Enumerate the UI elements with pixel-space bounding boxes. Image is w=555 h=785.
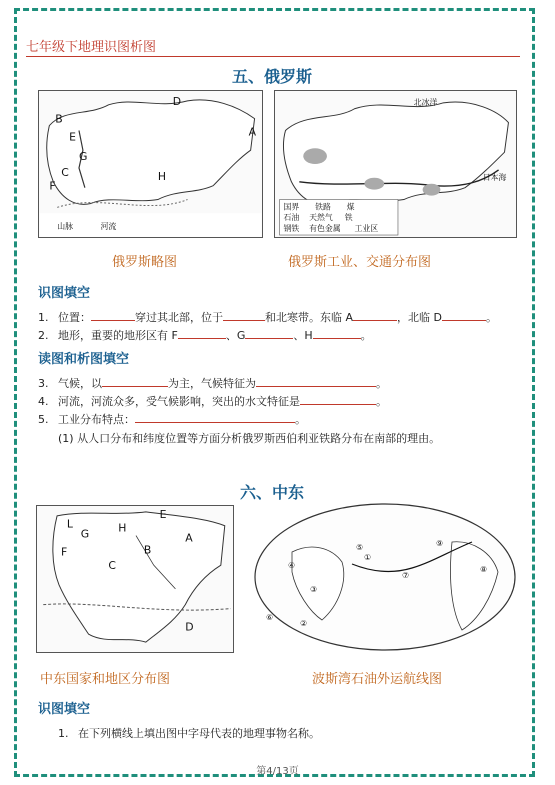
answer-blank[interactable]: [300, 394, 376, 405]
legend-railway: 铁路: [315, 202, 331, 212]
legend-industrial-zone: 工业区: [354, 224, 379, 234]
russia-industry-caption: 俄罗斯工业、交通分布图: [288, 255, 432, 270]
answer-blank[interactable]: [353, 310, 397, 321]
map-label-g2: G: [80, 527, 90, 541]
russia-industry-map-graphic: [275, 91, 516, 237]
page-header: 七年级下地理识图析图: [26, 40, 157, 55]
legend-coal: 煤: [346, 202, 355, 212]
russia-question-1: 1. 位置： 穿过其北部，位于 和北寒带。东临 A ，北临 D 。: [38, 311, 497, 324]
route-1: ①: [364, 553, 372, 562]
russia-map-caption: 俄罗斯略图: [112, 255, 178, 270]
map-label-h: H: [157, 169, 167, 183]
map-label-h2: H: [118, 521, 127, 535]
route-3: ③: [310, 585, 318, 594]
legend-border: 国界: [283, 202, 300, 212]
route-7: ⑦: [402, 571, 410, 580]
legend-iron: 铁: [344, 213, 353, 223]
answer-blank[interactable]: [178, 328, 226, 339]
legend-natural-gas: 天然气: [309, 213, 333, 223]
russia-section-title: 五、俄罗斯: [232, 67, 313, 86]
oil-route-caption: 波斯湾石油外运航线图: [312, 672, 443, 687]
answer-blank[interactable]: [245, 328, 293, 339]
legend-river: 河流: [100, 222, 117, 232]
russia-question-2: 2. 地形，重要的地形区有 F 、G 、H 。: [38, 329, 372, 342]
mideast-fill-heading: 识图填空: [38, 702, 91, 717]
answer-blank[interactable]: [223, 310, 265, 321]
russia-question-3: 3. 气候，以 为主，气候特征为 。: [38, 377, 387, 390]
mideast-map-caption: 中东国家和地区分布图: [40, 672, 171, 687]
route-5: ⑤: [356, 543, 364, 552]
map-label-d2: D: [185, 620, 194, 634]
answer-blank[interactable]: [102, 376, 168, 387]
answer-blank[interactable]: [313, 328, 361, 339]
legend-steel: 钢铁: [283, 224, 300, 234]
map-label-d: D: [172, 94, 182, 108]
map-label-a2: A: [185, 531, 193, 545]
map-label-c2: C: [108, 559, 116, 573]
russia-industry-map: [274, 90, 517, 238]
russia-outline-map-graphic: [39, 91, 262, 237]
map-label-b2: B: [143, 543, 152, 557]
oil-route-map-graphic: [252, 502, 518, 652]
russia-question-4: 4. 河流，河流众多，受气候影响，突出的水文特征是 。: [38, 395, 387, 408]
legend-mountain: 山脉: [57, 222, 74, 232]
oil-route-map: [252, 502, 518, 652]
russia-question-5: 5. 工业分布特点： 。: [38, 413, 306, 426]
route-2: ②: [300, 619, 308, 628]
map-label-e2: E: [159, 507, 167, 521]
page-number: 第4/13页: [256, 766, 299, 777]
answer-blank[interactable]: [135, 412, 295, 423]
map-label-l: L: [66, 517, 73, 531]
russia-fill-heading: 识图填空: [38, 286, 91, 301]
mideast-question-1: 1. 在下列横线上填出图中字母代表的地理事物名称。: [58, 727, 320, 740]
legend-oil: 石油: [283, 213, 300, 223]
route-9: ⑨: [436, 539, 444, 548]
map-label-f2: F: [61, 545, 68, 559]
mideast-country-map: [36, 505, 234, 653]
route-4: ④: [288, 561, 296, 570]
label-arctic-ocean: 北冰洋: [413, 97, 438, 107]
route-6: ⑥: [266, 613, 274, 622]
map-label-b: B: [55, 112, 63, 126]
mideast-section-title: 六、中东: [240, 483, 305, 502]
map-label-e: E: [69, 130, 76, 144]
answer-blank[interactable]: [256, 376, 376, 387]
map-label-a: A: [248, 125, 257, 139]
route-8: ⑧: [480, 565, 488, 574]
mideast-country-map-graphic: [37, 506, 233, 652]
header-divider: [26, 56, 520, 57]
legend-nonferrous: 有色金属: [309, 224, 341, 234]
russia-outline-map: [38, 90, 263, 238]
map-label-f: F: [49, 179, 56, 193]
map-label-g: G: [78, 150, 88, 164]
map-label-c: C: [61, 165, 69, 179]
russia-question-5-1: (1) 从人口分布和纬度位置等方面分析俄罗斯西伯利亚铁路分布在南部的理由。: [58, 432, 441, 445]
label-sea-of-japan: 日本海: [482, 172, 507, 182]
russia-analysis-heading: 读图和析图填空: [38, 352, 130, 367]
answer-blank[interactable]: [91, 310, 135, 321]
answer-blank[interactable]: [442, 310, 486, 321]
